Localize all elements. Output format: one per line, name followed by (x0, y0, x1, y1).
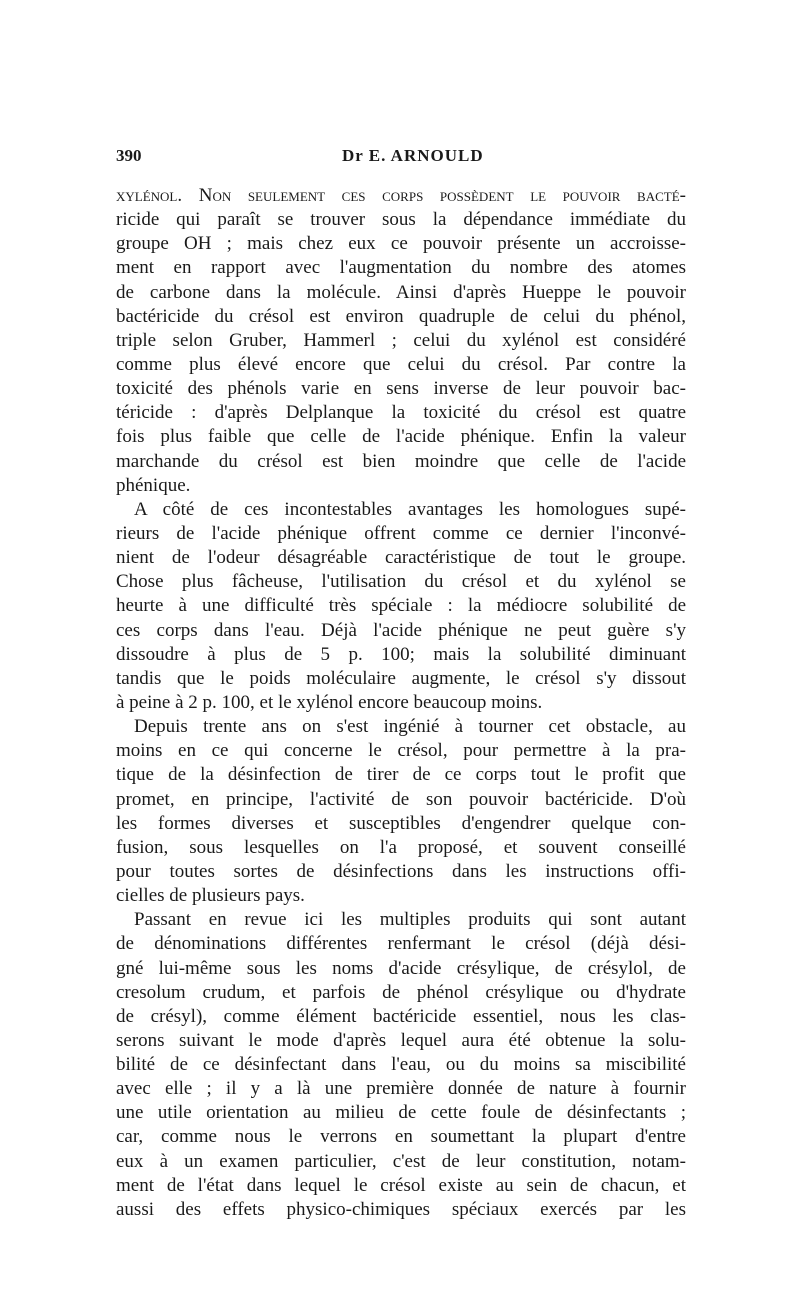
text-line: les formes diverses et susceptibles d'engendrer quelque con- (116, 812, 686, 834)
text-line: A côté de ces incontestables avantages les homologues supé- (134, 498, 686, 520)
text-line: rieurs de l'acide phénique offrent comme ce dernier l'inconvé- (116, 522, 686, 544)
text-line: de dénominations différentes renfermant le crésol (déjà dési- (116, 933, 686, 955)
text-line: fusion, sous lesquelles on l'a proposé, et souvent conseillé (116, 836, 686, 858)
text-line: nient de l'odeur désagréable caractéristique de tout le groupe. (116, 547, 686, 569)
text-line: avec elle ; il y a là une première donnée de nature à fournir (116, 1078, 686, 1100)
text-line: bilité de ce désinfectant dans l'eau, ou du moins sa miscibilité (116, 1054, 686, 1076)
text-line: de crésyl), comme élément bactéricide essentiel, nous les clas- (116, 1005, 686, 1027)
text-line: pour toutes sortes de désinfections dans les instructions offi- (116, 860, 686, 882)
text-line: Passant en revue ici les multiples produits qui sont autant (134, 909, 686, 931)
text-line: heurte à une difficulté très spéciale : la médiocre solubilité de (116, 595, 686, 617)
text-line: phénique. (116, 474, 191, 496)
text-line: bactéricide du crésol est environ quadruple de celui du phénol, (116, 305, 686, 327)
body-text (116, 184, 686, 1222)
page-header (116, 146, 686, 170)
text-line: eux à un examen particulier, c'est de leur constitution, notam- (116, 1150, 686, 1172)
text-line: de carbone dans la molécule. Ainsi d'après Hueppe le pouvoir (116, 281, 686, 303)
text-line: car, comme nous le verrons en soumettant la plupart d'entre (116, 1126, 686, 1148)
text-line: cresolum crudum, et parfois de phénol crésylique ou d'hydrate (116, 981, 686, 1003)
text-line: tique de la désinfection de tirer de ce corps tout le profit que (116, 764, 686, 786)
text-line: ces corps dans l'eau. Déjà l'acide phénique ne peut guère s'y (116, 619, 686, 641)
text-line: triple selon Gruber, Hammerl ; celui du xylénol est considéré (116, 329, 686, 351)
text-line: dissoudre à plus de 5 p. 100; mais la solubilité diminuant (116, 643, 686, 665)
text-line: à peine à 2 p. 100, et le xylénol encore beaucoup moins. (116, 691, 543, 713)
text-line: moins en ce qui concerne le crésol, pour permettre à la pra- (116, 740, 686, 762)
text-line: ricide qui paraît se trouver sous la dépendance immédiate du (116, 209, 686, 231)
text-line: xylénol. Non seulement ces corps possèdent le pouvoir bacté- (116, 185, 686, 206)
text-line: gné lui-même sous les noms d'acide crésylique, de crésylol, de (116, 957, 686, 979)
text-line: comme plus élevé encore que celui du crésol. Par contre la (116, 353, 686, 375)
text-line: promet, en principe, l'activité de son pouvoir bactéricide. D'où (116, 788, 686, 810)
text-line: cielles de plusieurs pays. (116, 885, 305, 907)
text-line: fois plus faible que celle de l'acide phénique. Enfin la valeur (116, 426, 686, 448)
text-line: Chose plus fâcheuse, l'utilisation du crésol et du xylénol se (116, 571, 686, 593)
text-line: toxicité des phénols varie en sens inverse de leur pouvoir bac- (116, 378, 686, 400)
page-number: 390 (116, 146, 142, 165)
text-line: aussi des effets physico-chimiques spéciaux exercés par les (116, 1198, 686, 1220)
text-line: marchande du crésol est bien moindre que celle de l'acide (116, 450, 686, 472)
text-line: Depuis trente ans on s'est ingénié à tourner cet obstacle, au (134, 716, 686, 738)
running-head: Dr E. ARNOULD (342, 146, 484, 165)
text-line: ment de l'état dans lequel le crésol existe au sein de chacun, et (116, 1174, 686, 1196)
text-line: tandis que le poids moléculaire augmente, le crésol s'y dissout (116, 667, 686, 689)
text-line: groupe OH ; mais chez eux ce pouvoir présente un accroisse- (116, 233, 686, 255)
text-line: une utile orientation au milieu de cette foule de désinfectants ; (116, 1102, 686, 1124)
text-line: serons suivant le mode d'après lequel aura été obtenue la solu- (116, 1029, 686, 1051)
text-line: téricide : d'après Delplanque la toxicité du crésol est quatre (116, 402, 686, 424)
text-line: ment en rapport avec l'augmentation du nombre des atomes (116, 257, 686, 279)
